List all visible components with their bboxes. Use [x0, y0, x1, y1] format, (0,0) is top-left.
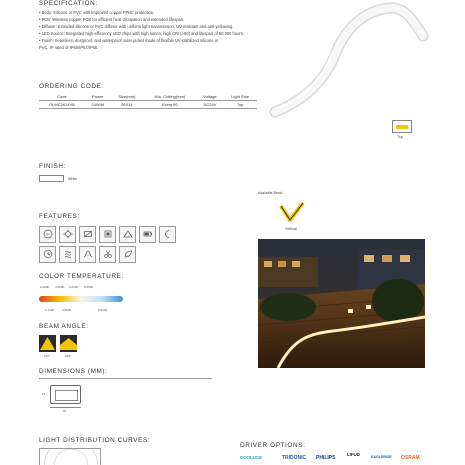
dimension-width: 26 [63, 409, 67, 413]
light-side-label: Top [397, 135, 403, 139]
ordering-cell: Top [223, 101, 257, 109]
feature-item [99, 246, 116, 263]
ordering-header: Power [85, 93, 111, 101]
vertical-bend-icon [278, 200, 306, 224]
finish-swatch [39, 175, 64, 182]
dimensions-divider [39, 378, 212, 379]
dimmable-icon [163, 229, 173, 239]
lifespan-icon [43, 249, 53, 259]
ldc-title: LIGHT DISTRIBUTION CURVES: [39, 437, 151, 444]
cct-tick: 3,000K [55, 285, 65, 289]
dimension-width-line [50, 407, 81, 408]
feature-item [159, 226, 176, 243]
spec-line: PVC, IP rated of IP65/IP67/IP68. [39, 45, 99, 51]
spec-line: • Diffuser: Extruded silicone or PVC diffuser with uniform light transmission, UV-resistant and anti-yellowing. [39, 24, 234, 30]
features-title: FEATURES: [39, 213, 80, 220]
spec-title: SPECIFICATION: [39, 0, 98, 7]
beam-180-icon [60, 335, 77, 352]
cct-tick: 4,000K [69, 285, 79, 289]
feature-item [59, 226, 76, 243]
ordering-cell: 26X14 [111, 101, 144, 109]
beam-angle-label: 180° [65, 354, 72, 358]
brand-logo-lifud: LIFUD [347, 452, 360, 457]
flexible-icon [83, 249, 93, 259]
thermal-icon [63, 249, 73, 259]
feature-item [139, 226, 156, 243]
ordering-cell: Every 50 [143, 101, 196, 109]
cct-tick: 6,500K [98, 308, 108, 312]
spec-line: • Body: Silicone or PVC with improved copper FPBC protection. [39, 10, 155, 15]
brand-logo-tridonic: TRIDONIC [282, 455, 307, 461]
ordering-title: ORDERING CODE: [39, 83, 104, 90]
table-row [39, 101, 257, 109]
feature-item [119, 226, 136, 243]
spec-line: • PCB: Wireless copper PCB for efficient heat dissipation and extended lifespan. [39, 17, 185, 23]
feature-item [39, 226, 56, 243]
cct-tick: 5,000K [84, 285, 94, 289]
finish-title: FINISH: [39, 163, 66, 170]
cct-tick: 2,700K [45, 308, 55, 312]
battery-icon [143, 229, 153, 239]
finish-label: White [68, 177, 78, 181]
eco-icon [123, 249, 133, 259]
ordering-table [39, 93, 257, 109]
feature-item [59, 246, 76, 263]
beam-title: BEAM ANGLE: [39, 323, 89, 330]
ordering-header: Min. Cutting(mm) [143, 93, 196, 101]
ordering-header-row [39, 93, 257, 101]
top-emitting-icon [392, 120, 412, 133]
spec-line: • LED Source: Integrated high-efficiency LED chips with high lumen, high CRI (>90) and lifespan of 50,000 hours. [39, 31, 244, 37]
feature-item [39, 246, 56, 263]
feature-item [79, 246, 96, 263]
bend-label: Vertical [285, 227, 297, 231]
ordering-header: Light Side [223, 93, 257, 101]
ordering-header: Code [39, 93, 85, 101]
cutting-icon [103, 249, 113, 259]
high-cri-icon [103, 229, 113, 239]
brand-logo-osram: OSRAM [401, 455, 420, 461]
ordering-cell: OLMC2614VB [39, 101, 85, 109]
application-photo [258, 239, 425, 368]
led-strip-image [265, 0, 435, 120]
feature-item [119, 246, 136, 263]
dimension-drawing [50, 385, 81, 404]
color-temperature-gradient [39, 296, 123, 302]
cct-tick: 3,500K [62, 308, 72, 312]
spec-line: • Finish: Seamless, dustproof, and waterproof outer jacket made of flexible UV-stabilized silicone or [39, 38, 219, 44]
ordering-header: Voltage [197, 93, 224, 101]
brand-logo-cooluce: COOLUCE [240, 455, 262, 460]
beam-120-icon [39, 335, 56, 352]
color-temp-title: COLOR TEMPERATURE: [39, 273, 124, 280]
light-distribution-chart [39, 448, 101, 465]
ordering-cell: DC24V [197, 101, 224, 109]
ordering-cell: 24W/M [85, 101, 111, 109]
svg-text:IP: IP [45, 232, 50, 237]
low-voltage-icon [123, 229, 133, 239]
brand-logo-eaglerise: EAGLERISE [371, 455, 392, 459]
uv-resistant-icon [63, 229, 73, 239]
feature-item [79, 226, 96, 243]
brand-logo-philips: PHILIPS [316, 455, 336, 461]
feature-item [99, 226, 116, 243]
dimensions-title: DIMENSIONS (MM): [39, 368, 108, 375]
features-grid [39, 226, 179, 263]
bend-title: Available Bend: [258, 191, 283, 195]
cct-tick: 2,200K [40, 285, 50, 289]
dimension-height: 14 [42, 392, 46, 396]
beam-angle-label: 120° [44, 354, 51, 358]
ip-rating-icon [43, 229, 53, 239]
ordering-header: Size(mm) [111, 93, 144, 101]
driver-title: DRIVER OPTIONS: [240, 442, 306, 449]
anti-yellowing-icon [83, 229, 93, 239]
